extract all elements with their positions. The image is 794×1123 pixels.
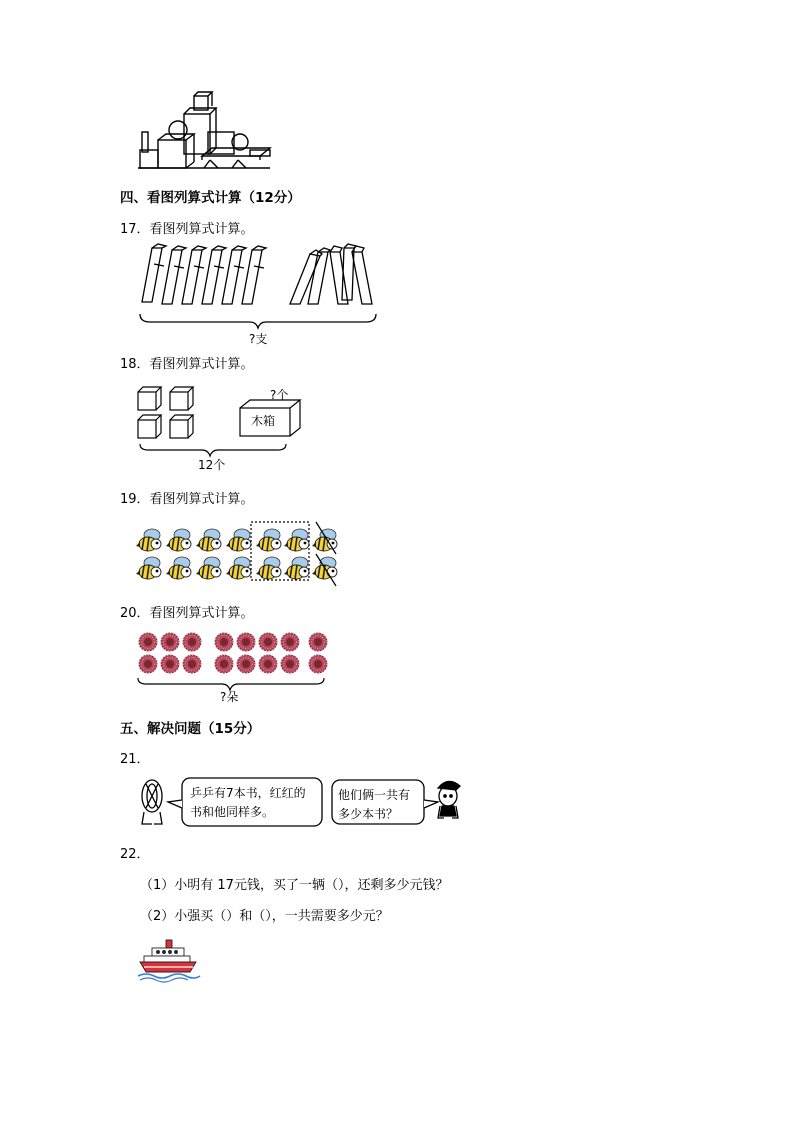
bubble-2-line-2: 多少本书？: [338, 807, 399, 821]
question-21-number: 21．: [120, 752, 150, 767]
section-5-title: 五、解决问题（15分）: [120, 721, 261, 737]
box-label: 木箱: [251, 414, 276, 428]
question-19: 19．看图列算式计算。: [120, 492, 254, 507]
box-count-label: ?个: [270, 388, 289, 402]
flowers-brace-label: ?朵: [220, 690, 239, 704]
section-4-title: 四、看图列算式计算（12分）: [120, 190, 301, 206]
blocks-figure: [138, 102, 278, 172]
bubble-1-line-2: 书和他同样多。: [190, 805, 275, 819]
question-20: 20．看图列算式计算。: [120, 606, 254, 621]
bubble-1-line-1: 乒乒有7本书，红红的: [190, 786, 306, 800]
ship-figure: [138, 938, 198, 982]
question-22-part-2: （2）小强买（）和（），一共需要多少元？: [140, 909, 389, 924]
question-22-part-1: （1）小明有 17元钱，买了一辆（），还剩多少元钱？: [140, 878, 449, 893]
question-18: 18．看图列算式计算。: [120, 357, 254, 372]
cubes-brace-label: 12个: [198, 458, 226, 472]
pens-brace-label: ?支: [249, 332, 268, 346]
bees-figure: [136, 520, 346, 590]
q21-figure: [138, 774, 468, 834]
bubble-2-line-1: 他们俩一共有: [338, 788, 411, 802]
question-17: 17．看图列算式计算。: [120, 222, 254, 237]
question-22-number: 22．: [120, 847, 150, 862]
